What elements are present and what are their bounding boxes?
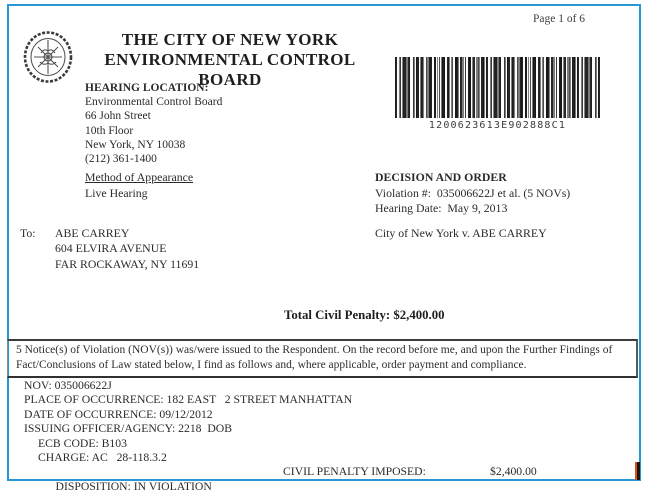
- respondent-city: FAR ROCKAWAY, NY 11691: [55, 256, 200, 271]
- nov-number-row: NOV: 035006622J: [24, 379, 112, 392]
- hearing-location-label: HEARING LOCATION:: [85, 82, 209, 94]
- hearing-location-line: Environmental Control Board: [85, 96, 223, 109]
- violation-number-line: Violation #: 035006622J et al. (5 NOVs): [375, 185, 571, 200]
- disposition-row: [24, 465, 640, 490]
- hearing-date-line: Hearing Date: May 9, 2013: [375, 201, 508, 215]
- hearing-location-line: 66 John Street: [85, 110, 151, 123]
- case-title: City of New York v. ABE CARREY: [375, 226, 547, 240]
- method-of-appearance-label: Method of Appearance: [85, 170, 194, 184]
- civil-penalty-imposed-value: $2,400.00: [490, 465, 537, 479]
- method-of-appearance-value: Live Hearing: [85, 185, 148, 200]
- decision-title: DECISION AND ORDER: [375, 170, 507, 184]
- decision-and-order-block: [375, 170, 570, 217]
- disposition-label: DISPOSITION: IN VIOLATION: [55, 479, 212, 490]
- place-of-occurrence-row: PLACE OF OCCURRENCE: 182 EAST 2 STREET MANHATTAN: [24, 393, 353, 407]
- barcode-value: 1200623613E902888C1: [428, 120, 567, 131]
- respondent-name: ABE CARREY: [55, 226, 130, 240]
- method-of-appearance-block: [85, 170, 193, 201]
- respondent-street: 604 ELVIRA AVENUE: [55, 241, 167, 256]
- barcode-image: [395, 57, 600, 118]
- nyc-seal-icon: [23, 31, 73, 83]
- hearing-location-block: [85, 81, 222, 166]
- hearing-location-line: (212) 361-1400: [85, 153, 157, 166]
- date-of-occurrence-row: DATE OF OCCURRENCE: 09/12/2012: [24, 407, 213, 421]
- civil-penalty-imposed-label: CIVIL PENALTY IMPOSED:: [283, 465, 426, 479]
- charge-row: CHARGE: AC 28-118.3.2: [38, 451, 167, 465]
- respondent-address-block: [55, 226, 199, 272]
- findings-statement-box: [7, 339, 638, 378]
- issuing-officer-row: ISSUING OFFICER/AGENCY: 2218 DOB: [24, 422, 233, 436]
- nov-details-block: [24, 379, 640, 490]
- ecb-code-row: ECB CODE: B103: [38, 436, 127, 450]
- to-label: To:: [20, 226, 36, 240]
- total-civil-penalty: Total Civil Penalty: $2,400.00: [284, 308, 445, 322]
- scan-artifact-mark: [635, 462, 640, 480]
- hearing-location-line: 10th Floor: [85, 124, 134, 137]
- org-title-line1: THE CITY OF NEW YORK: [121, 30, 339, 49]
- hearing-location-line: New York, NY 10038: [85, 138, 186, 151]
- org-title-line2: ENVIRONMENTAL CONTROL BOARD: [104, 50, 356, 89]
- page-indicator: Page 1 of 6: [533, 13, 586, 25]
- findings-statement: 5 Notice(s) of Violation (NOV(s)) was/were issued to the Respondent. On the record before me, and upon the Further Findings of Fact/Conclusions of Law stated below, I find as follows and, where applicable, order payment and compliance.: [16, 344, 613, 371]
